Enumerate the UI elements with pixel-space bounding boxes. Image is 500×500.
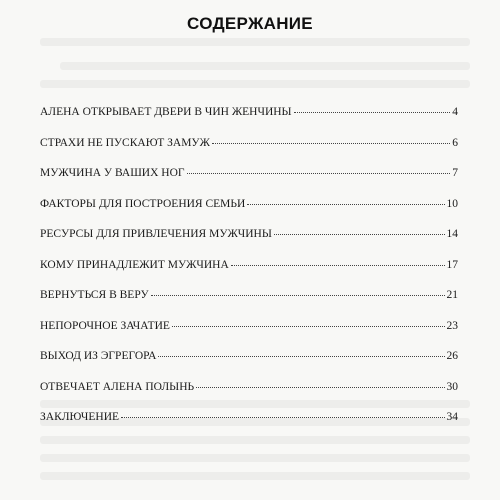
bleed-through-text [40,472,470,480]
toc-leader-dots [196,387,444,388]
toc-entry-page: 23 [446,319,458,332]
toc-entry-page: 4 [452,106,458,118]
toc-entry-page: 34 [446,411,458,423]
toc-entry[interactable] [40,258,458,289]
toc-entry-label: ФАКТОРЫ ДЛЯ ПОСТРОЕНИЯ СЕМЬИ [40,197,246,210]
toc-entry-label: ВЕРНУТЬСЯ В ВЕРУ [40,289,149,301]
toc-entry-label: МУЖЧИНА У ВАШИХ НОГ [40,167,185,179]
toc-entry-label: СТРАХИ НЕ ПУСКАЮТ ЗАМУЖ [40,136,210,149]
page-title: СОДЕРЖАНИЕ [187,14,313,33]
toc-entry-page: 7 [452,167,458,179]
bleed-through-text [40,80,470,88]
toc-entry[interactable] [40,410,458,441]
table-of-contents [40,105,458,441]
toc-leader-dots [212,143,450,144]
toc-entry[interactable] [40,197,458,228]
toc-leader-dots [151,295,445,296]
toc-entry-label: ЗАКЛЮЧЕНИЕ [40,411,120,423]
toc-entry[interactable] [40,227,458,258]
toc-leader-dots [294,112,451,113]
toc-leader-dots [247,204,444,205]
bleed-through-text [60,62,470,70]
toc-entry[interactable] [40,166,458,197]
toc-entry[interactable] [40,136,458,167]
toc-entry-page: 14 [446,228,458,240]
toc-leader-dots [172,326,445,327]
toc-entry[interactable] [40,319,458,350]
toc-entry[interactable] [40,288,458,319]
bleed-through-text [40,38,470,46]
toc-entry-page: 17 [446,258,458,271]
toc-entry-page: 6 [452,136,458,149]
toc-leader-dots [231,265,445,266]
toc-entry[interactable] [40,349,458,380]
toc-entry[interactable] [40,105,458,136]
toc-entry-page: 26 [446,350,458,362]
toc-entry-page: 21 [446,289,458,301]
toc-entry-label: НЕПОРОЧНОЕ ЗАЧАТИЕ [40,319,170,332]
toc-leader-dots [187,173,451,174]
toc-entry-label: ОТВЕЧАЕТ АЛЕНА ПОЛЫНЬ [40,380,195,393]
toc-entry-page: 10 [446,197,458,210]
toc-entry-label: АЛЕНА ОТКРЫВАЕТ ДВЕРИ В ЧИН ЖЕНЧИНЫ [40,106,292,118]
bleed-through-text [40,454,470,462]
toc-entry[interactable] [40,380,458,411]
toc-leader-dots [274,234,445,235]
toc-leader-dots [158,356,444,357]
toc-entry-page: 30 [446,380,458,393]
toc-entry-label: ВЫХОД ИЗ ЭГРЕГОРА [40,350,157,362]
toc-entry-label: РЕСУРСЫ ДЛЯ ПРИВЛЕЧЕНИЯ МУЖЧИНЫ [40,228,272,240]
toc-leader-dots [121,417,444,418]
toc-entry-label: КОМУ ПРИНАДЛЕЖИТ МУЖЧИНА [40,258,229,271]
